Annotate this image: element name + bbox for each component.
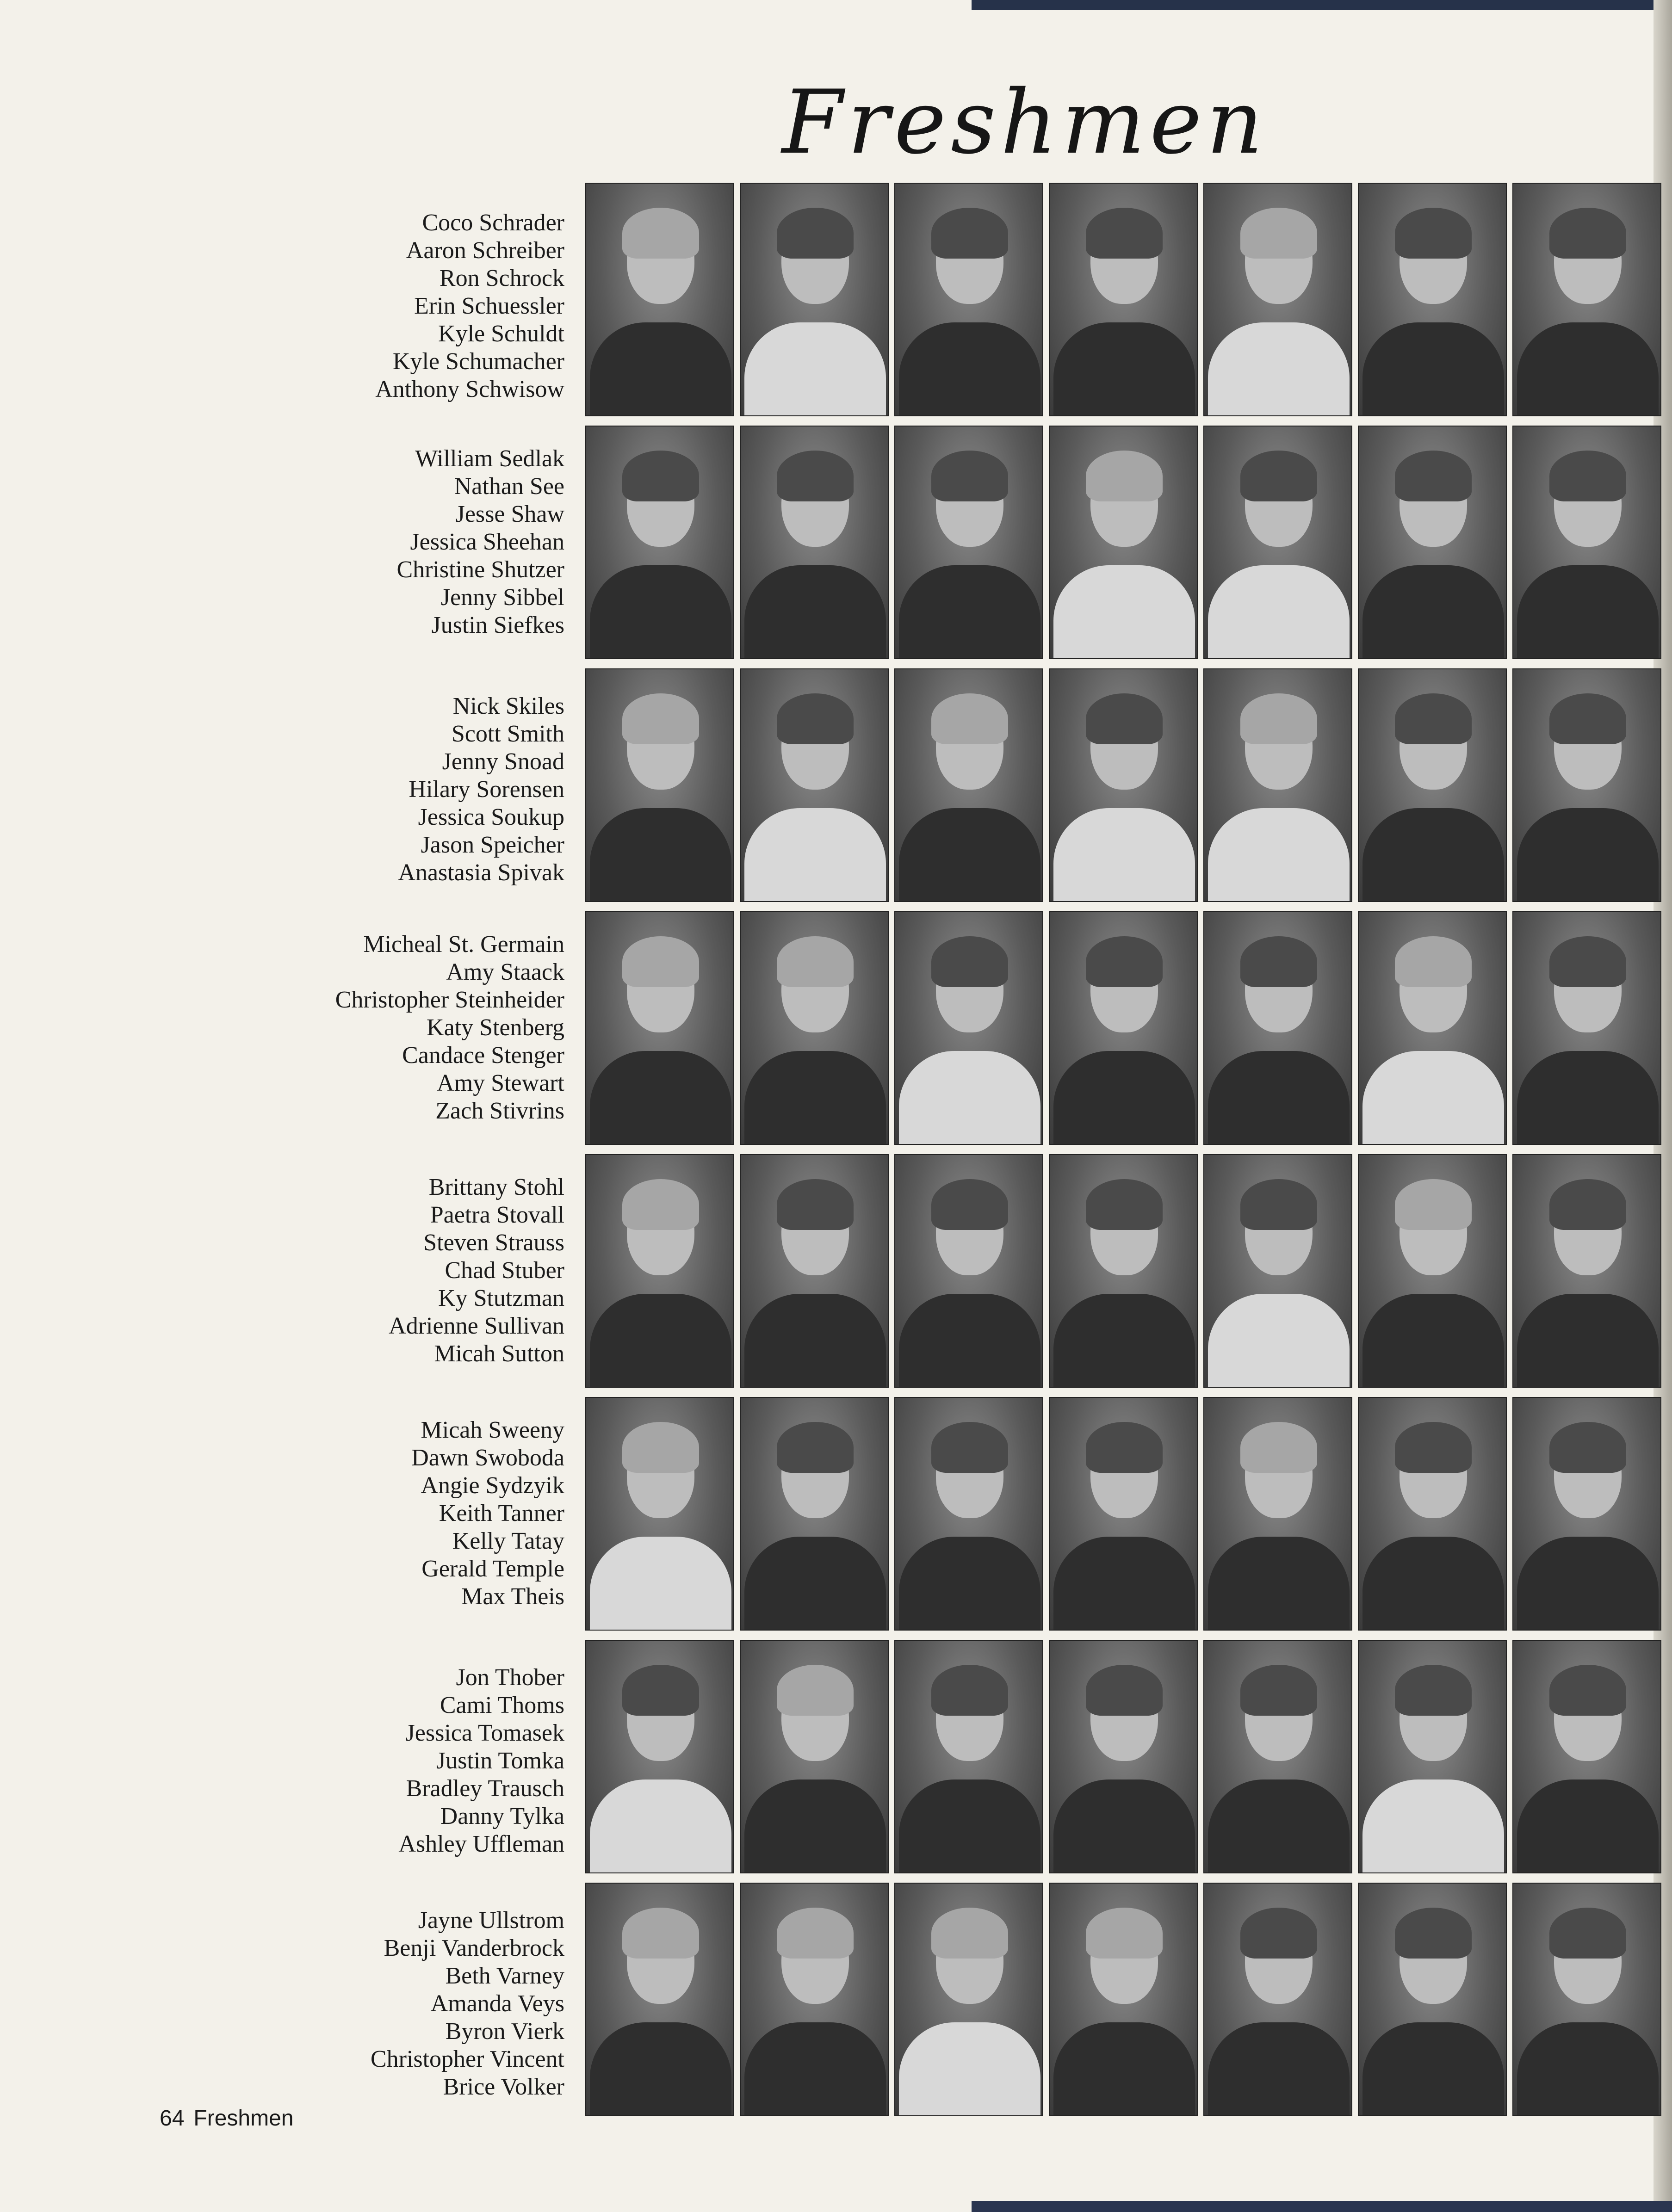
student-portrait [1203, 1154, 1352, 1388]
page-number: 64 [160, 2106, 185, 2131]
portrait-shirt [1208, 322, 1350, 416]
portrait-hair [777, 693, 854, 744]
student-portrait [1512, 426, 1661, 659]
student-name: Kelly Tatay [452, 1528, 564, 1554]
student-portrait [894, 668, 1043, 902]
portrait-shirt [590, 1051, 731, 1145]
portrait-hair [777, 1422, 854, 1473]
student-name: Ron Schrock [439, 265, 564, 291]
student-portrait [1512, 668, 1661, 902]
student-portrait [1203, 1883, 1352, 2116]
portrait-hair [1240, 1422, 1317, 1473]
student-name: Anastasia Spivak [398, 859, 564, 886]
portrait-hair [1240, 1665, 1317, 1716]
portrait-shirt [1517, 322, 1659, 416]
student-portrait [585, 1154, 734, 1388]
portrait-shirt [1053, 2022, 1195, 2116]
student-portrait [894, 1154, 1043, 1388]
portrait-hair [1086, 451, 1163, 501]
portrait-shirt [1362, 1537, 1504, 1631]
student-portrait [740, 1883, 889, 2116]
student-portrait [1203, 1397, 1352, 1631]
student-portrait [1203, 911, 1352, 1145]
student-portrait [894, 1883, 1043, 2116]
student-name: Benji Vanderbrock [384, 1935, 564, 1961]
portrait-hair [622, 693, 699, 744]
student-name: Nathan See [454, 473, 564, 500]
portrait-shirt [1362, 565, 1504, 659]
portrait-hair [931, 451, 1008, 501]
student-portrait [740, 1397, 889, 1631]
student-portrait [1049, 183, 1198, 416]
student-portrait [1049, 1397, 1198, 1631]
section-name: Freshmen [193, 2106, 294, 2131]
portrait-hair [622, 1665, 699, 1716]
portrait-grid [585, 183, 1661, 2116]
student-portrait [1203, 183, 1352, 416]
portrait-hair [777, 451, 854, 501]
student-name: Christopher Vincent [370, 2046, 564, 2072]
portrait-hair [622, 1179, 699, 1230]
portrait-hair [931, 693, 1008, 744]
student-name: Micah Sutton [434, 1341, 564, 1367]
student-name: Anthony Schwisow [375, 376, 564, 402]
student-name: Jenny Snoad [442, 748, 564, 775]
portrait-hair [1549, 1179, 1626, 1230]
student-name: Ky Stutzman [438, 1285, 564, 1311]
portrait-shirt [899, 2022, 1040, 2116]
portrait-hair [1549, 1665, 1626, 1716]
portrait-shirt [1053, 322, 1195, 416]
student-portrait [1358, 1154, 1507, 1388]
name-list [83, 1174, 564, 1368]
portrait-shirt [590, 1537, 731, 1631]
student-name: William Sedlak [415, 445, 564, 472]
student-portrait [1512, 911, 1661, 1145]
student-portrait [1049, 911, 1198, 1145]
portrait-shirt [1053, 808, 1195, 902]
student-portrait [585, 1640, 734, 1873]
portrait-shirt [1362, 808, 1504, 902]
portrait-shirt [1517, 808, 1659, 902]
name-list [83, 445, 564, 639]
student-name: Danny Tylka [440, 1803, 564, 1829]
portrait-shirt [744, 808, 886, 902]
student-name: Jessica Soukup [418, 804, 564, 830]
student-portrait [1512, 1640, 1661, 1873]
portrait-shirt [1362, 1294, 1504, 1388]
student-portrait [1203, 426, 1352, 659]
portrait-shirt [1208, 1537, 1350, 1631]
portrait-hair [1086, 208, 1163, 259]
portrait-shirt [1053, 1779, 1195, 1873]
portrait-hair [1549, 936, 1626, 987]
student-name: Brice Volker [443, 2074, 564, 2100]
student-portrait [1049, 668, 1198, 902]
portrait-hair [931, 1179, 1008, 1230]
portrait-hair [1086, 1665, 1163, 1716]
portrait-shirt [1362, 1779, 1504, 1873]
student-name: Kyle Schumacher [392, 348, 564, 375]
portrait-hair [777, 1665, 854, 1716]
student-name: Keith Tanner [439, 1500, 564, 1526]
page-edge-top [972, 0, 1672, 10]
student-name: Beth Varney [445, 1963, 564, 1989]
portrait-shirt [1517, 565, 1659, 659]
portrait-shirt [1362, 322, 1504, 416]
portrait-shirt [899, 1294, 1040, 1388]
portrait-shirt [1517, 1294, 1659, 1388]
student-portrait [1049, 1640, 1198, 1873]
student-name: Amy Staack [446, 959, 564, 985]
portrait-shirt [590, 1294, 731, 1388]
portrait-hair [777, 208, 854, 259]
portrait-shirt [1208, 808, 1350, 902]
student-name: Nick Skiles [452, 693, 564, 719]
portrait-shirt [1362, 1051, 1504, 1145]
student-name: Byron Vierk [445, 2018, 564, 2045]
student-name: Chad Stuber [445, 1257, 564, 1284]
portrait-shirt [744, 1779, 886, 1873]
student-name: Dawn Swoboda [411, 1445, 564, 1471]
portrait-shirt [744, 322, 886, 416]
portrait-hair [777, 1908, 854, 1959]
student-portrait [1512, 1397, 1661, 1631]
student-name: Candace Stenger [402, 1042, 564, 1069]
student-name: Gerald Temple [421, 1556, 564, 1582]
portrait-hair [1240, 208, 1317, 259]
portrait-hair [1549, 1908, 1626, 1959]
portrait-shirt [1208, 565, 1350, 659]
page-edge-bottom [972, 2201, 1672, 2212]
student-portrait [1358, 426, 1507, 659]
student-portrait [740, 426, 889, 659]
portrait-shirt [1362, 2022, 1504, 2116]
portrait-shirt [1208, 2022, 1350, 2116]
name-list [83, 209, 564, 403]
student-portrait [1203, 668, 1352, 902]
page-title: Freshmen [782, 71, 1268, 173]
portrait-hair [1395, 936, 1472, 987]
student-portrait [1049, 426, 1198, 659]
portrait-hair [622, 1422, 699, 1473]
student-name: Hilary Sorensen [409, 776, 564, 803]
portrait-hair [931, 936, 1008, 987]
student-portrait [1512, 1154, 1661, 1388]
portrait-shirt [744, 565, 886, 659]
portrait-shirt [899, 808, 1040, 902]
student-name: Amanda Veys [430, 1990, 564, 2017]
student-name: Angie Sydzyik [421, 1472, 564, 1499]
portrait-shirt [1053, 1537, 1195, 1631]
student-name: Christine Shutzer [396, 556, 564, 583]
portrait-hair [1086, 1908, 1163, 1959]
portrait-hair [931, 1422, 1008, 1473]
student-portrait [894, 1640, 1043, 1873]
portrait-hair [1240, 936, 1317, 987]
student-name: Steven Strauss [423, 1230, 564, 1256]
student-portrait [585, 426, 734, 659]
student-portrait [894, 911, 1043, 1145]
portrait-shirt [899, 1537, 1040, 1631]
portrait-shirt [1208, 1051, 1350, 1145]
student-name: Cami Thoms [440, 1692, 564, 1718]
portrait-hair [931, 1665, 1008, 1716]
student-name: Amy Stewart [437, 1070, 564, 1096]
portrait-hair [622, 936, 699, 987]
portrait-shirt [1208, 1294, 1350, 1388]
student-portrait [1512, 1883, 1661, 2116]
portrait-hair [1549, 1422, 1626, 1473]
portrait-hair [1395, 1422, 1472, 1473]
portrait-hair [931, 208, 1008, 259]
portrait-shirt [1517, 1537, 1659, 1631]
page-footer [160, 2106, 293, 2131]
student-portrait [1358, 1397, 1507, 1631]
portrait-hair [622, 451, 699, 501]
portrait-hair [1395, 1665, 1472, 1716]
student-name: Jason Speicher [421, 832, 564, 858]
student-name: Justin Siefkes [431, 612, 564, 638]
portrait-shirt [744, 1051, 886, 1145]
name-list [83, 931, 564, 1125]
portrait-shirt [1208, 1779, 1350, 1873]
portrait-hair [622, 1908, 699, 1959]
name-list [83, 1907, 564, 2101]
student-portrait [894, 1397, 1043, 1631]
student-portrait [585, 1397, 734, 1631]
student-portrait [1358, 1640, 1507, 1873]
name-list [83, 692, 564, 887]
portrait-hair [1395, 693, 1472, 744]
portrait-shirt [590, 322, 731, 416]
student-name: Scott Smith [451, 721, 564, 747]
student-name: Jenny Sibbel [440, 584, 564, 611]
student-portrait [585, 183, 734, 416]
student-portrait [740, 1640, 889, 1873]
portrait-shirt [1517, 1051, 1659, 1145]
portrait-hair [931, 1908, 1008, 1959]
student-name: Christopher Steinheider [335, 987, 564, 1013]
portrait-hair [777, 1179, 854, 1230]
student-name: Zach Stivrins [435, 1098, 564, 1124]
portrait-shirt [744, 1294, 886, 1388]
portrait-shirt [744, 2022, 886, 2116]
portrait-shirt [899, 1051, 1040, 1145]
portrait-hair [1240, 451, 1317, 501]
portrait-hair [1395, 208, 1472, 259]
student-name: Max Theis [461, 1583, 564, 1610]
student-portrait [1049, 1154, 1198, 1388]
student-portrait [1358, 911, 1507, 1145]
portrait-hair [1240, 1908, 1317, 1959]
portrait-hair [1086, 936, 1163, 987]
portrait-shirt [899, 322, 1040, 416]
portrait-shirt [1053, 1294, 1195, 1388]
student-name: Adrienne Sullivan [389, 1313, 564, 1339]
student-name: Micah Sweeny [421, 1417, 564, 1443]
portrait-shirt [590, 565, 731, 659]
student-name: Kyle Schuldt [438, 321, 564, 347]
student-portrait [1203, 1640, 1352, 1873]
portrait-hair [1086, 693, 1163, 744]
student-portrait [585, 668, 734, 902]
student-name: Paetra Stovall [430, 1202, 564, 1228]
student-portrait [585, 1883, 734, 2116]
portrait-hair [1395, 1179, 1472, 1230]
name-list [83, 1664, 564, 1858]
student-portrait [1358, 183, 1507, 416]
portrait-shirt [590, 2022, 731, 2116]
student-portrait [740, 1154, 889, 1388]
student-name: Brittany Stohl [428, 1174, 564, 1200]
portrait-hair [1240, 693, 1317, 744]
portrait-hair [1086, 1422, 1163, 1473]
student-name: Jon Thober [456, 1664, 564, 1691]
portrait-shirt [1053, 1051, 1195, 1145]
student-name: Bradley Trausch [406, 1775, 564, 1802]
student-name: Justin Tomka [436, 1748, 564, 1774]
student-name: Jessica Sheehan [410, 529, 564, 555]
portrait-hair [1395, 451, 1472, 501]
portrait-hair [1549, 693, 1626, 744]
portrait-hair [777, 936, 854, 987]
student-name: Ashley Uffleman [398, 1831, 564, 1857]
portrait-shirt [1517, 2022, 1659, 2116]
student-name: Micheal St. Germain [363, 931, 564, 958]
name-list [83, 1416, 564, 1611]
student-portrait [1049, 1883, 1198, 2116]
student-portrait [740, 668, 889, 902]
student-name: Coco Schrader [422, 210, 564, 236]
portrait-shirt [899, 565, 1040, 659]
student-portrait [1358, 1883, 1507, 2116]
student-name: Aaron Schreiber [406, 237, 564, 264]
portrait-hair [1240, 1179, 1317, 1230]
student-portrait [1358, 668, 1507, 902]
student-name: Jesse Shaw [455, 501, 564, 527]
portrait-hair [1395, 1908, 1472, 1959]
portrait-shirt [899, 1779, 1040, 1873]
portrait-hair [1549, 208, 1626, 259]
portrait-hair [1086, 1179, 1163, 1230]
student-name: Jessica Tomasek [405, 1720, 564, 1746]
student-name: Erin Schuessler [414, 293, 564, 319]
student-name: Katy Stenberg [427, 1014, 564, 1041]
portrait-hair [622, 208, 699, 259]
student-portrait [740, 183, 889, 416]
portrait-shirt [1517, 1779, 1659, 1873]
portrait-shirt [744, 1537, 886, 1631]
portrait-shirt [590, 1779, 731, 1873]
portrait-shirt [590, 808, 731, 902]
student-portrait [1512, 183, 1661, 416]
portrait-hair [1549, 451, 1626, 501]
student-name: Jayne Ullstrom [418, 1907, 564, 1934]
portrait-shirt [1053, 565, 1195, 659]
student-portrait [894, 426, 1043, 659]
student-portrait [894, 183, 1043, 416]
student-portrait [740, 911, 889, 1145]
student-portrait [585, 911, 734, 1145]
